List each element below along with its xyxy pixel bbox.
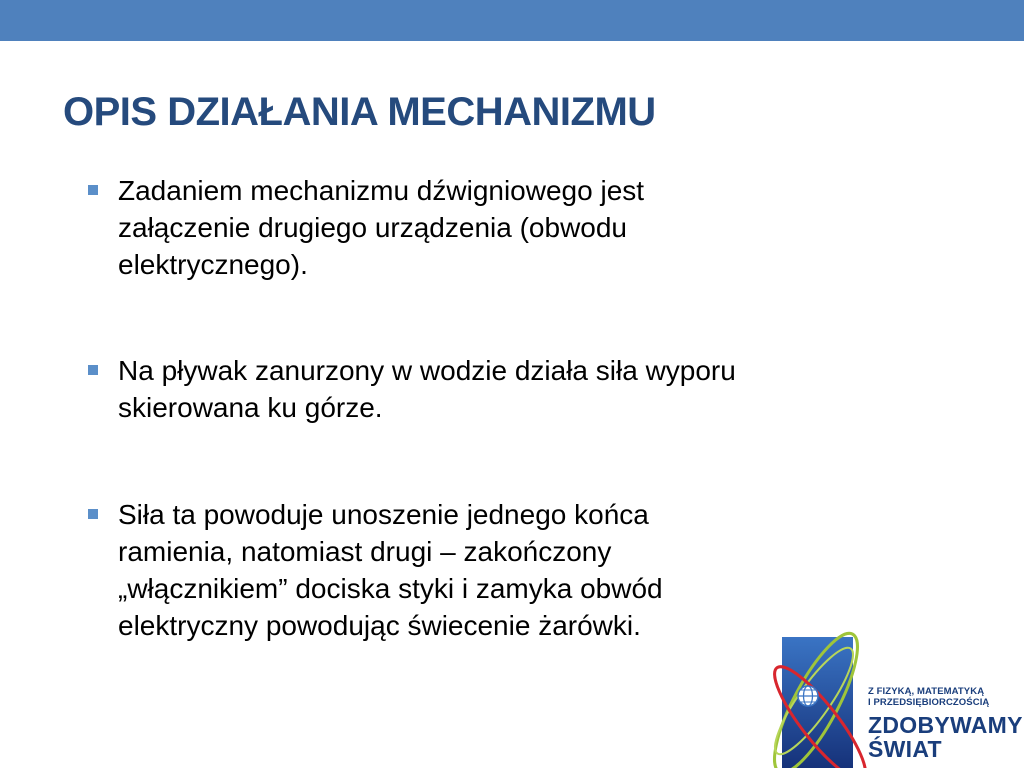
- square-bullet-icon: [88, 185, 98, 195]
- square-bullet-icon: [88, 365, 98, 375]
- square-bullet-icon: [88, 509, 98, 519]
- bullet-line: „włącznikiem” dociska styki i zamyka obwód: [118, 573, 663, 604]
- bullet-item: [86, 496, 886, 644]
- bullet-list: [86, 172, 886, 644]
- logo-text: [868, 686, 1023, 761]
- bullet-line: załączenie drugiego urządzenia (obwodu: [118, 212, 628, 243]
- slide-title: OPIS DZIAŁANIA MECHANIZMU: [63, 90, 656, 134]
- bullet-line: Zadaniem mechanizmu dźwigniowego jest: [118, 175, 645, 206]
- bullet-line: elektrycznego).: [118, 249, 308, 280]
- bullet-line: elektryczny powodując świecenie żarówki.: [118, 610, 641, 641]
- top-accent-bar: [0, 0, 1024, 41]
- logo-brand-line: ZDOBYWAMY: [868, 712, 1023, 738]
- bullet-line: Siła ta powoduje unoszenie jednego końca: [118, 499, 649, 530]
- bullet-item: [86, 352, 886, 426]
- bullet-line: skierowana ku górze.: [118, 392, 383, 423]
- bullet-line: Na pływak zanurzony w wodzie działa siła wyporu: [118, 355, 736, 386]
- logo-tagline-line: I PRZEDSIĘBIORCZOŚCIĄ: [868, 697, 990, 708]
- globe-icon: [798, 686, 818, 706]
- logo-tagline-line: Z FIZYKĄ, MATEMATYKĄ: [868, 686, 985, 697]
- bullet-line: ramienia, natomiast drugi – zakończony: [118, 536, 612, 567]
- bullet-item: [86, 172, 886, 283]
- logo-brand-line: ŚWIAT: [868, 736, 942, 762]
